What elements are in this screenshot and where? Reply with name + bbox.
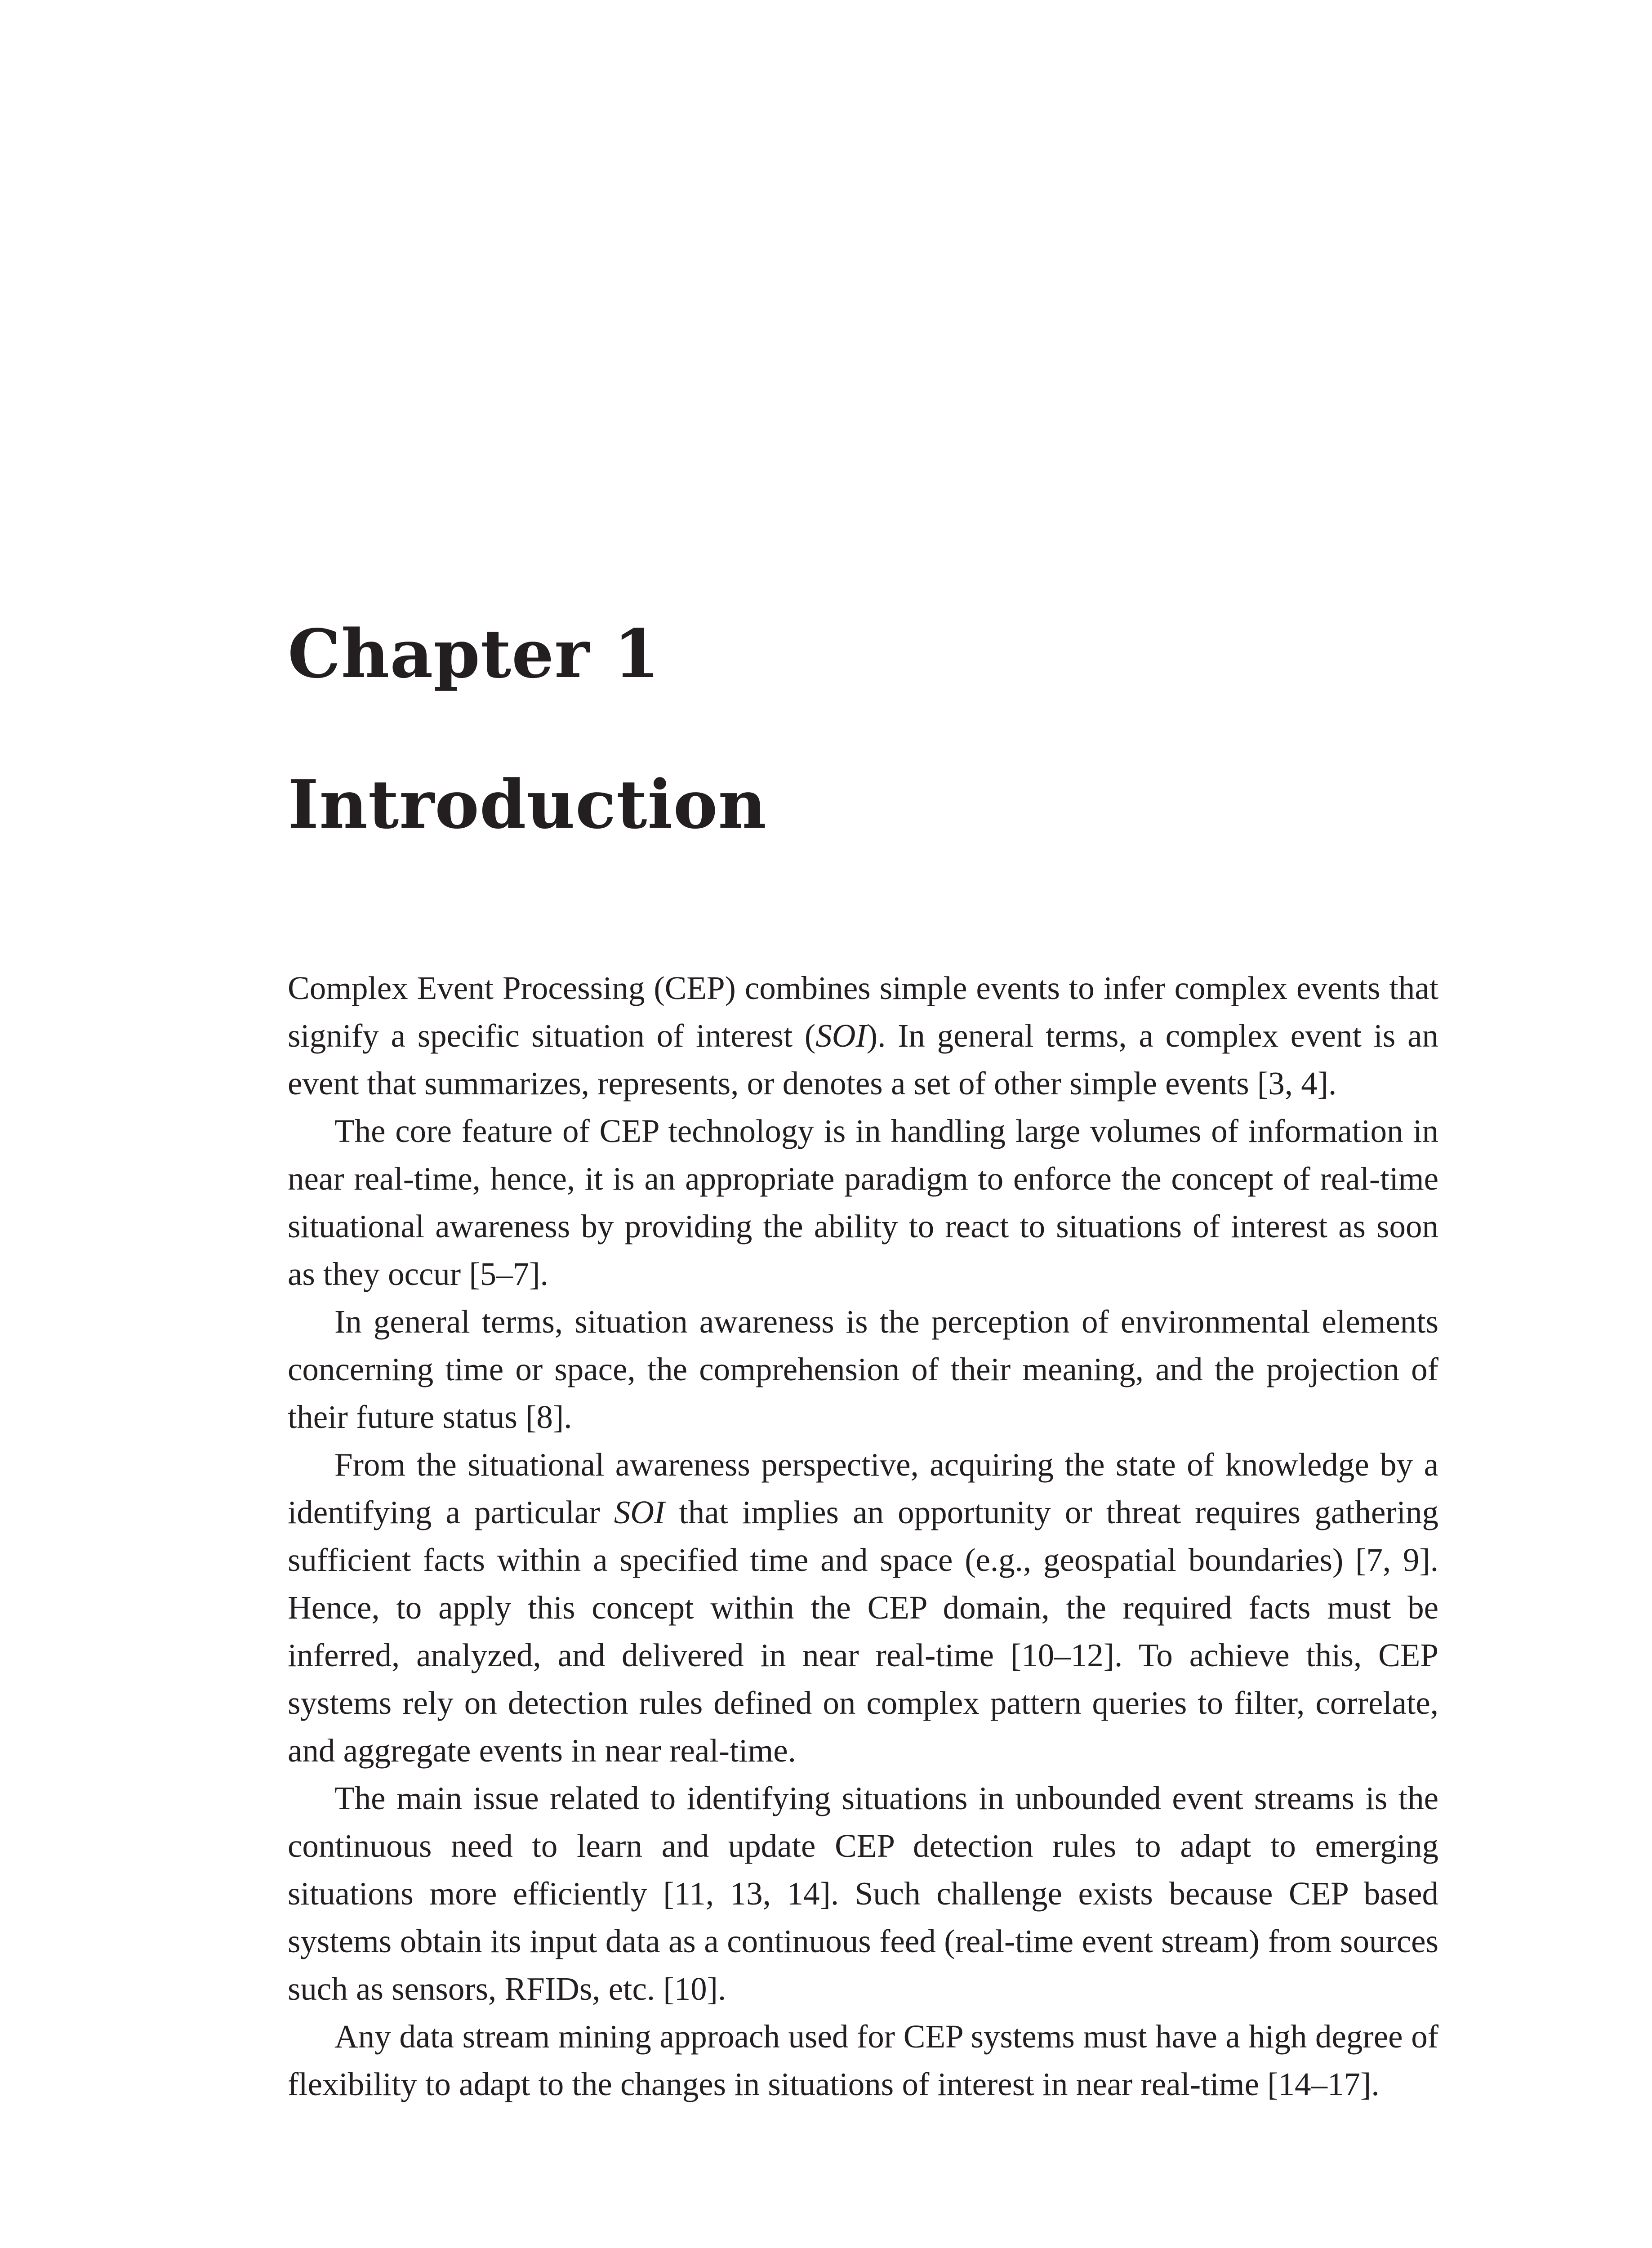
chapter-number: Chapter 1 xyxy=(288,615,660,693)
paragraph-2: The core feature of CEP technology is in handling large volumes of information in near real-time, hence, it is an appropriate paradigm to enforce the concept of real-time situational awareness by providing the ability to react to situations of interest as soon as they occur [5–7]. xyxy=(288,1113,1438,1292)
chapter-body xyxy=(288,964,1438,2108)
paragraph-3: In general terms, situation awareness is the perception of environmental elements concerning time or space, the comprehension of their meaning, and the projection of their future status [8]. xyxy=(288,1303,1438,1435)
paragraph-5: The main issue related to identifying situations in unbounded event streams is the continuous need to learn and update CEP detection rules to adapt to emerging situations more efficiently [11, 13, 14]. Such challenge exists because CEP based systems obtain its input data as a continuous feed (real-time event stream) from sources such as sensors, RFIDs, etc. [10]. xyxy=(288,1780,1438,2007)
text-segment: ). In general terms, a complex event is an event that summarizes, represents, or denotes a set of other simple events [3, 4]. xyxy=(288,1017,1438,1102)
text-segment: From the situational awareness perspective, acquiring the state of knowledge by a identifying a particular xyxy=(288,1446,1438,1530)
paragraph-1 xyxy=(288,964,1438,1107)
math-symbol: SOI xyxy=(614,1494,665,1530)
chapter-title: Introduction xyxy=(288,765,767,843)
math-symbol: SOI xyxy=(815,1017,867,1054)
text-segment: Complex Event Processing (CEP) combines simple events to infer complex events that signify a specific situation of interest ( xyxy=(288,970,1438,1054)
paragraph-4 xyxy=(288,1441,1438,1775)
paragraph-6: Any data stream mining approach used for CEP systems must have a high degree of flexibility to adapt to the changes in situations of interest in near real-time [14–17]. xyxy=(288,2018,1438,2102)
text-segment: that implies an opportunity or threat requires gathering sufficient facts within a specified time and space (e.g., geospatial boundaries) [7, 9]. Hence, to apply this concept within the CEP domain, the required facts must be inferred, analyzed, and delivered in near real-time [10–12]. To achieve this, CEP systems rely on detection rules defined on complex pattern queries to filter, correlate, and aggregate events in near real-time. xyxy=(288,1494,1439,1769)
